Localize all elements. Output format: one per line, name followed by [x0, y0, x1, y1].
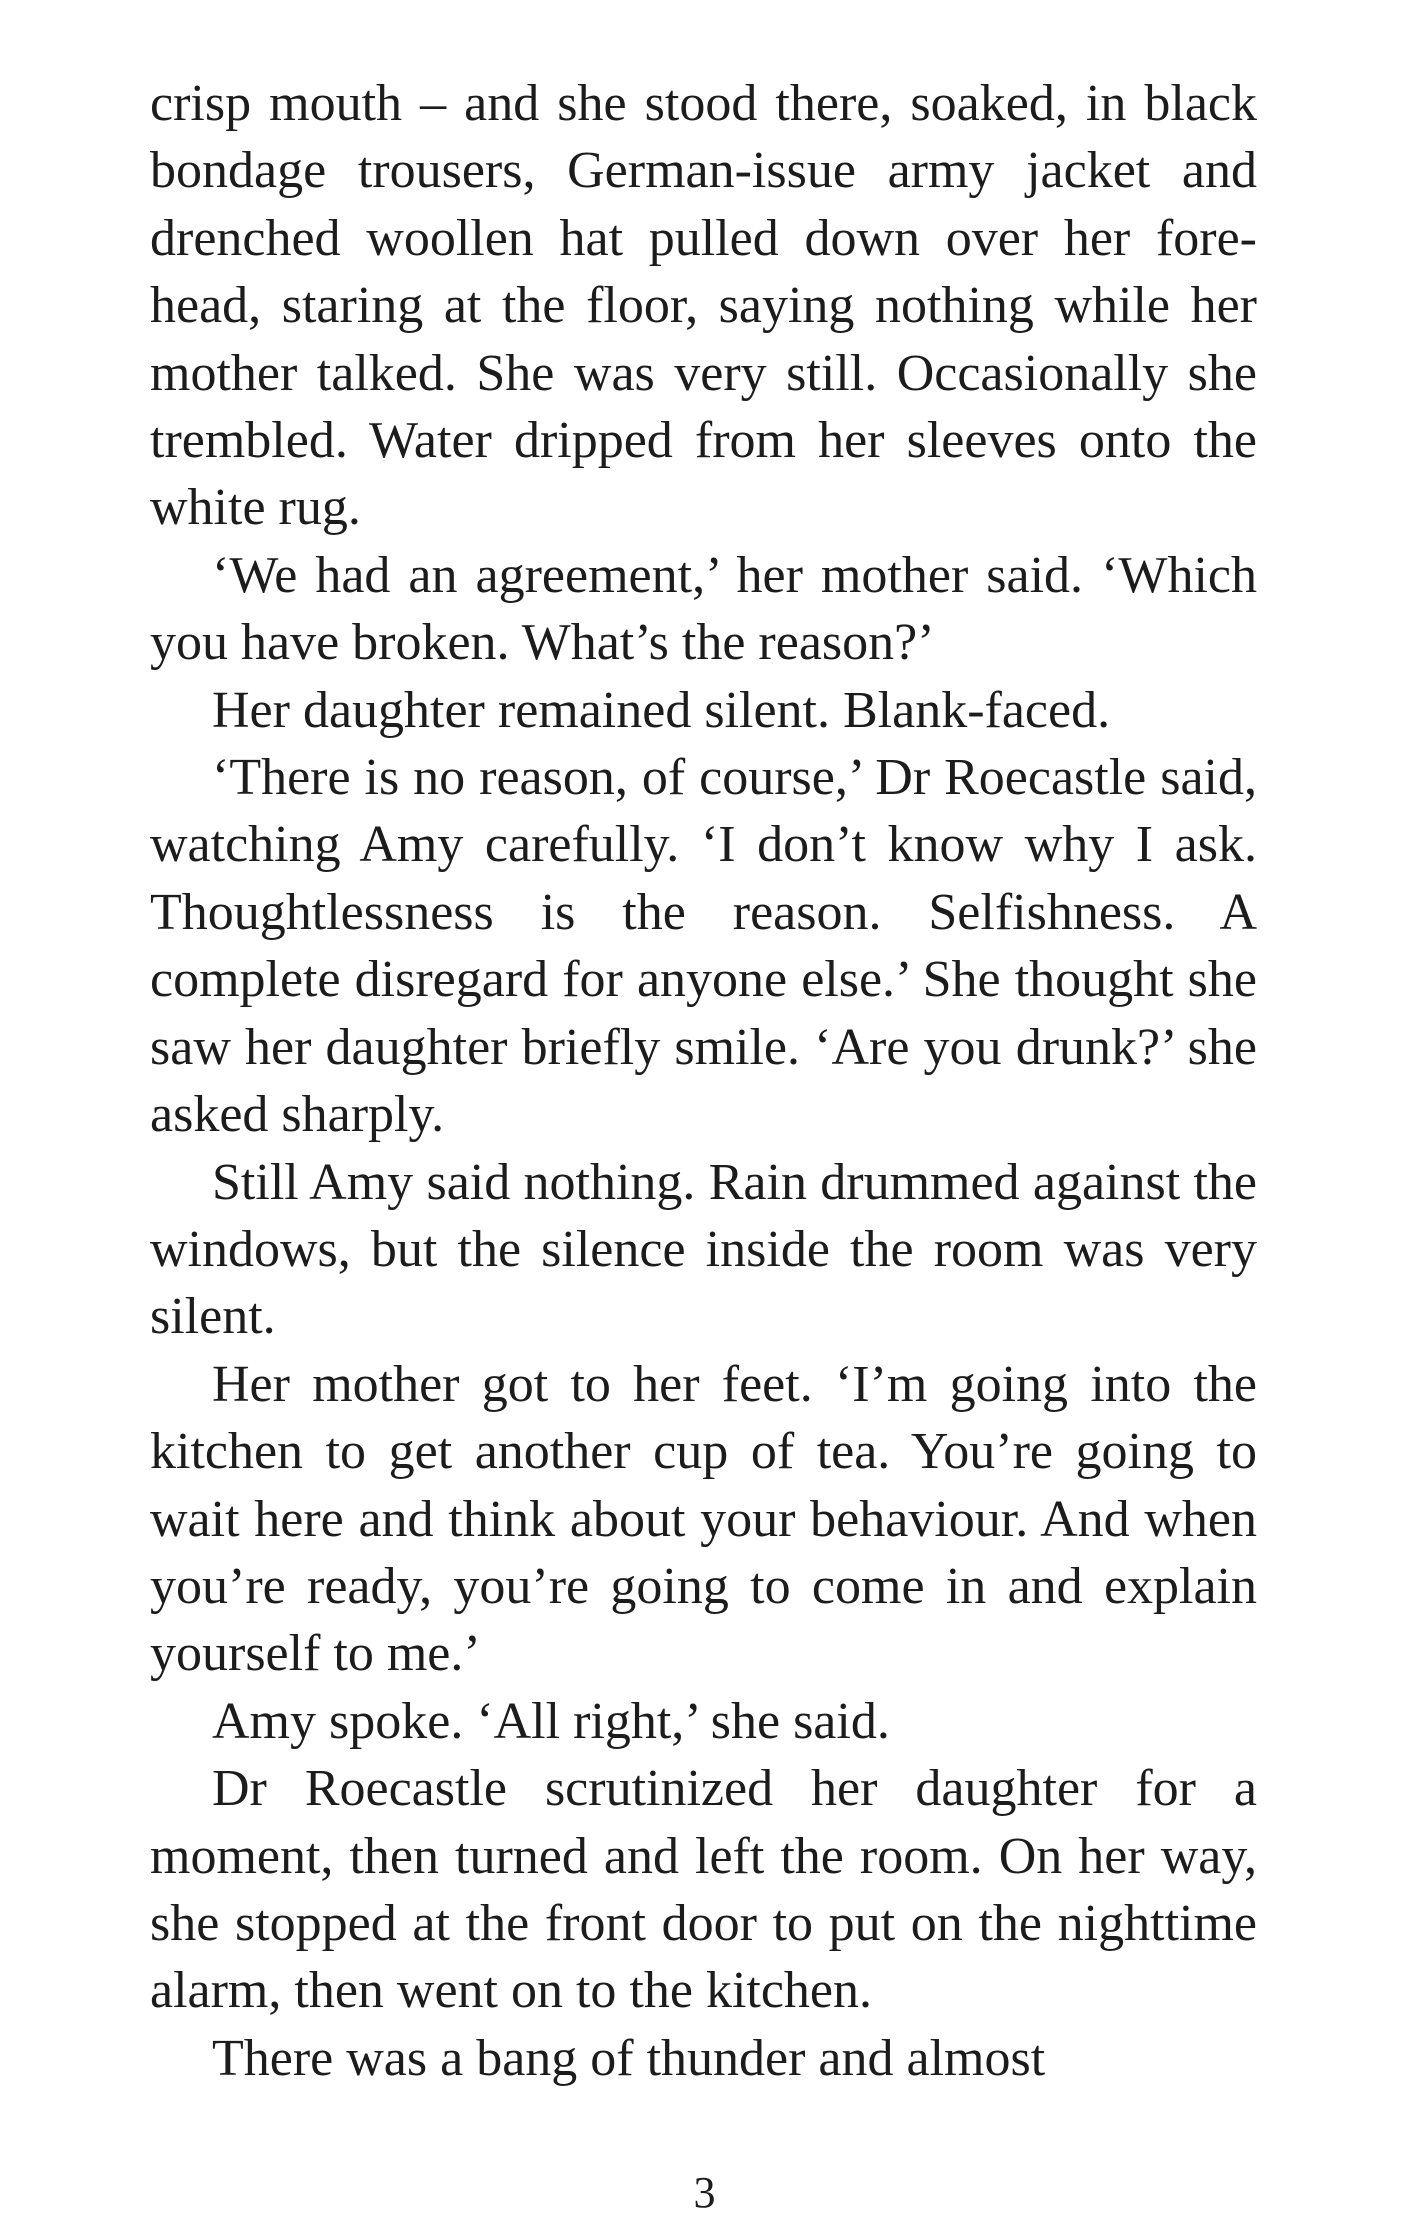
page-number: 3 — [693, 2168, 716, 2217]
paragraph-2: ‘We had an agreement,’ her mother said. ‘Which you have broken. What’s the reason?’ — [150, 546, 1257, 672]
paragraph-8: Dr Roecastle scrutinized her daughter for a moment, then turned and left the room. On her way, she stopped at the front door to put on the nighttime alarm, then went on to the kitchen. — [150, 1760, 1257, 2020]
paragraph-9: There was a bang of thunder and almost — [212, 2029, 1046, 2087]
paragraph-7: Amy spoke. ‘All right,’ she said. — [212, 1692, 890, 1750]
paragraph-3: Her daughter remained silent. Blank-faced. — [212, 681, 1111, 739]
paragraph-4: ‘There is no reason, of course,’ Dr Roecastle said, watching Amy carefully. ‘I don’t know why I ask. Thoughtlessness is the reason. Selfishness. A complete disregard for anyone else.’ She thought she saw her daughter briefly smile. ‘Are you drunk?’ she asked sharply. — [150, 749, 1257, 1144]
paragraph-1: crisp mouth – and she stood there, soaked, in black bondage trousers, German-issue army jacket and drenched woollen hat pulled down over her forehead, staring at the floor, saying nothing while her mother talked. She was very still. Occasionally she trembled. Water dripped from her sleeves onto the white rug. — [150, 75, 1257, 537]
paragraph-6: Her mother got to her feet. ‘I’m going into the kitchen to get another cup of tea. You’re going to wait here and think about your behaviour. And when you’re ready, you’re going to come in and explain yourself to me.’ — [150, 1355, 1257, 1683]
page-body — [150, 70, 1257, 2092]
paragraph-5: Still Amy said nothing. Rain drummed against the windows, but the silence inside the room was very silent. — [150, 1153, 1257, 1346]
